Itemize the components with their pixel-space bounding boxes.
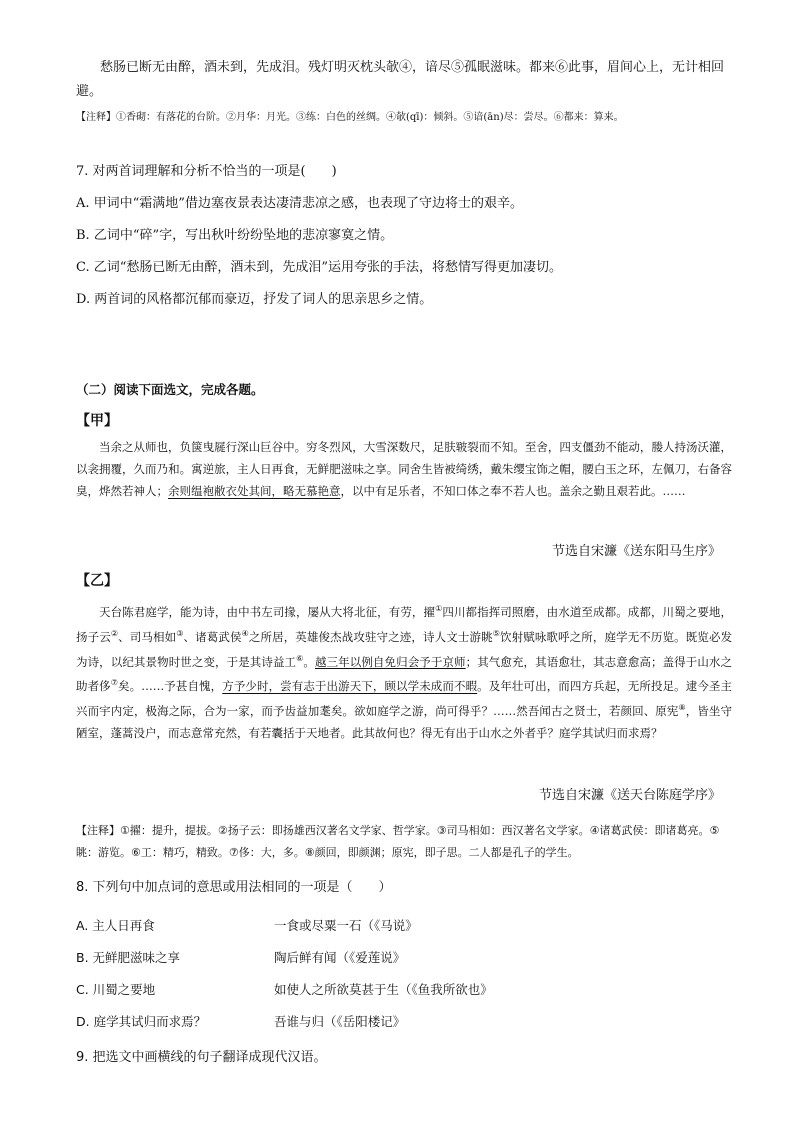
passage-notes	[76, 820, 732, 864]
q8-d-left: D. 庭学其试归而求焉？	[76, 1014, 207, 1029]
yi-seg: 、诸葛武侯	[183, 629, 242, 644]
yi-seg: 天台陈君庭学，能为诗，由中书左司掾，屡从大将北征，有劳，擢	[99, 604, 436, 619]
jia-text-b: ，以中有足乐者，不知口体之奉不若人也。盖余之勤且艰若此。……	[340, 484, 686, 498]
q8-c-right: 如使人之所欲莫甚于生（《鱼我所欲也》	[274, 982, 493, 997]
footnote-mark: ⑧	[678, 703, 686, 713]
q8-b-left: B. 无鲜肥滋味之享	[76, 950, 181, 965]
q7-option-a[interactable]: A. 甲词中“霜满地”借边塞夜景表达凄清悲凉之感，也表现了守边将士的艰辛。	[76, 196, 523, 211]
poem-notes	[76, 108, 732, 128]
yi-label: 【乙】	[76, 573, 118, 589]
section-2-heading	[76, 380, 732, 398]
footnote-mark: ①	[435, 604, 443, 613]
notes-text: 【注释】①擢：提升，提拔。②扬子云：即扬雄西汉著名文学家、哲学家。③司马相如：西汉著名文学家。④诸葛武侯：即诸葛亮。⑤眺：游览。⑥工：精巧，精致。⑦侈：大，多。⑧颜回，即颜渊；原宪，即子思。二人都是孔子的学生。	[76, 824, 720, 859]
poem-line: 愁肠已断无由醉，酒未到，先成泪。残灯明灭枕头欹④，谙尽⑤孤眠滋味。都来⑥此事，眉间心上，无计相回避。	[76, 60, 725, 99]
jia-source	[76, 540, 721, 559]
poem-passage	[76, 56, 732, 104]
q8-stem: 8. 下列句中加点词的意思或用法相同的一项是（ ）	[76, 880, 392, 895]
jia-source-text: 节选自宋濂《送东阳马生序》	[551, 544, 721, 559]
footnote-mark: ⑦	[110, 678, 119, 688]
footnote-mark: ②	[110, 628, 119, 638]
yi-seg: 饮射赋咏歌呼之所，庭学无不历览。既览必发为诗，以纪其景物时世之变，于是其诗益工	[76, 629, 733, 669]
yi-source	[76, 784, 721, 803]
passage-jia	[76, 436, 732, 502]
q8-b-right: 陶后鲜有闻（《爱莲说》	[274, 950, 406, 965]
footnote-mark: ⑥	[296, 653, 304, 663]
question-7	[76, 156, 732, 316]
yi-source-text: 节选自宋濂《送天台陈庭学序》	[538, 788, 721, 803]
q8-c-left: C. 川蜀之要地	[76, 982, 156, 997]
question-9	[76, 1046, 732, 1065]
q8-a-right: 一食或尽粟一石（《马说》	[274, 918, 418, 933]
footnote-mark: ④	[241, 628, 249, 638]
q8-a-left: A. 主人日再食	[76, 918, 155, 933]
yi-seg: 之所居，英雄俊杰战攻驻守之迹，诗人文士游眺	[248, 629, 493, 644]
footnote-mark: ③	[176, 628, 184, 638]
yi-text	[76, 598, 732, 744]
yi-seg: 、司马相如	[118, 629, 177, 644]
q9-stem: 9. 把选文中画横线的句子翻译成现代汉语。	[76, 1050, 327, 1065]
q7-option-d[interactable]: D. 两首词的风格都沉郁而豪迈，抒发了词人的思亲思乡之情。	[76, 292, 433, 307]
passage-yi-tag	[76, 570, 732, 590]
section-title: （二）阅读下面选文，完成各题。	[76, 382, 264, 397]
jia-text-a: 当余之从师也，负箧曳屣行深山巨谷中。穷冬烈风，大雪深数尺，足肤皲裂而不知。至舍，四支僵劲不能动，媵人持汤沃灌，以衾拥覆，久而乃和。寓逆旅，主人日再食，无鲜肥滋味之享。同舍生皆被绮绣，戴朱缨宝饰之帽，腰白玉之环，左佩刀，右备容臭，烨然若神人；	[76, 440, 732, 498]
jia-label: 【甲】	[76, 413, 118, 429]
q8-d-right: 吾谁与归（《岳阳楼记》	[274, 1014, 406, 1029]
jia-text	[76, 436, 732, 502]
jia-underlined-sentence: 余则缊袍敝衣处其间，略无慕艳意	[168, 484, 341, 498]
passage-yi	[76, 598, 732, 744]
q7-option-c[interactable]: C. 乙词“愁肠已断无由醉，酒未到，先成泪”运用夸张的手法，将愁情写得更加凄切。	[76, 260, 563, 275]
q7-stem: 7. 对两首词理解和分析不恰当的一项是( )	[76, 164, 337, 179]
question-8-stem	[76, 876, 732, 895]
yi-seg: 矣。……予甚自愧，	[118, 679, 223, 694]
yi-seg: 四川都指挥司照磨，由水道至成都。成都，川蜀之要地，扬子云	[76, 604, 733, 644]
passage-jia-tag	[76, 410, 732, 430]
yi-underlined-sentence-1: 越三年以例自免归会予于京师	[315, 654, 466, 669]
yi-seg: ，皆坐守陋室，蓬蒿没户，而志意常充然，有若囊括于天地者。此其故何也？得无有出于山水之外者乎？庭学其试归而求焉？	[76, 704, 733, 741]
yi-underlined-sentence-2: 方予少时，尝有志于出游天下，顾以学未成而不暇	[222, 679, 478, 694]
yi-seg: ；其气愈充，其语愈壮，其志意愈高；盖得于山水之助者侈	[76, 654, 733, 694]
yi-seg: 。	[303, 654, 315, 669]
footnote-mark: ⑤	[492, 628, 500, 638]
note-text: 【注释】①香砌：有落花的台阶。②月华：月光。③练：白色的丝绸。④欹(qī)：倾斜。⑤谙(ān)尽：尝尽。⑥都来：算来。	[76, 112, 624, 123]
yi-seg: 。及年壮可出，而四方兵起，无所投足。逮今圣主兴而宇内定，极海之际，合为一家，而予齿益加耄矣。欲如庭学之游，尚可得乎？……然吾闻古之贤士，若颜回、原宪	[76, 679, 733, 719]
q7-option-b[interactable]: B. 乙词中“碎”字，写出秋叶纷纷坠地的悲凉寥寞之情。	[76, 228, 394, 243]
